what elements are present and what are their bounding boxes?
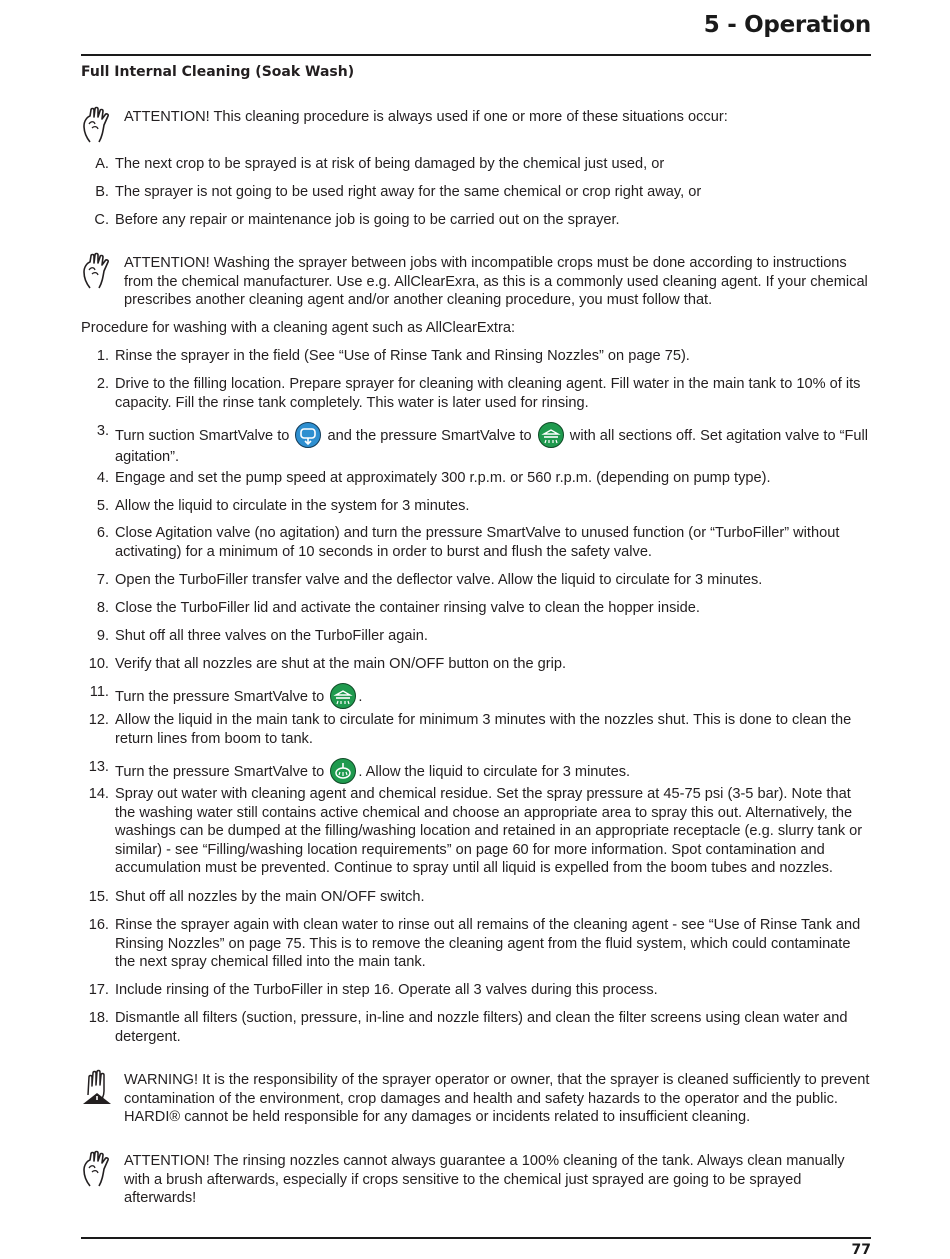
step-item [81,711,871,748]
step-number: 13. [88,759,109,775]
warning-notice [81,1071,871,1127]
step-item [81,683,871,709]
step-text: Verify that all nozzles are shut at the main ON/OFF button on the grip. [115,656,567,672]
step-item [81,916,871,972]
step-item [81,758,871,784]
step-text: Allow the liquid to circulate in the system for 3 minutes. [115,498,470,514]
warning-text: WARNING! It is the responsibility of the sprayer operator or owner, that the sprayer is cleaned sufficiently to prevent contamination of the environment, crop damages and health and safety hazards to the operator and the public. HARDI® cannot be held responsible for any damages or incidents related to insufficient cleaning. [124,1072,870,1126]
list-item-text: Before any repair or maintenance job is going to be carried out on the sprayer. [115,212,620,228]
step-number: 2. [96,376,109,392]
step-item [81,497,871,516]
step-text: Close the TurboFiller lid and activate the container rinsing valve to clean the hopper inside. [115,600,700,616]
list-item [81,183,871,202]
step-number: 10. [88,656,109,672]
step-text: Include rinsing of the TurboFiller in step 16. Operate all 3 valves during this process. [115,982,658,998]
step-number: 3. [96,423,109,439]
step-text-part: Turn the pressure SmartValve to [115,764,325,780]
notice-text: ATTENTION! The rinsing nozzles cannot always guarantee a 100% cleaning of the tank. Always clean manually with a brush afterwards, especially if crops sensitive to the chemical just sprayed are going to be sprayed afterwards! [124,1153,845,1207]
step-item [81,655,871,674]
step-item [81,469,871,488]
notice-text: ATTENTION! Washing the sprayer between jobs with incompatible crops must be done according to instructions from the chemical manufacturer. Use e.g. AllClearExra, as this is a commonly used cleaning agent. If your chemical prescribes another cleaning agent and/or another cleaning procedure, you must follow that. [124,255,868,309]
pressure-boom-icon [538,422,564,448]
list-item-text: The next crop to be sprayed is at risk of being damaged by the chemical just used, or [115,156,665,172]
step-text: Engage and set the pump speed at approximately 300 r.p.m. or 560 r.p.m. (depending on pump type). [115,470,771,486]
step-number: 12. [88,712,109,728]
step-text: Open the TurboFiller transfer valve and the deflector valve. Allow the liquid to circulate for 3 minutes. [115,572,763,588]
pressure-boom-icon [330,683,356,709]
attention-notice [81,254,871,310]
step-item [81,981,871,1000]
step-text: Dismantle all filters (suction, pressure, in-line and nozzle filters) and clean the filter screens using clean water and detergent. [115,1010,848,1045]
step-item [81,422,871,467]
step-item [81,375,871,412]
hand-attention-icon [81,252,113,290]
attention-notice [81,1152,871,1208]
step-number: 5. [96,498,109,514]
step-item [81,785,871,878]
hand-attention-icon [81,1150,113,1188]
step-item [81,888,871,907]
notice-text: ATTENTION! This cleaning procedure is always used if one or more of these situations occur: [124,109,728,125]
step-text: Rinse the sprayer again with clean water to rinse out all remains of the cleaning agent - see “Use of Rinse Tank and Rinsing Nozzles” on page 75. This is to remove the cleaning agent from the fluid system, which could contaminate the next spray chemical filled into the main tank. [115,917,861,971]
list-marker: C. [94,212,109,228]
step-number: 11. [89,684,109,700]
step-number: 16. [88,917,109,933]
step-number: 1. [96,348,109,364]
step-number: 9. [96,628,109,644]
step-number: 6. [96,525,109,541]
step-text-part: . Allow the liquid to circulate for 3 minutes. [358,764,631,780]
step-text [115,683,871,709]
footer-rule [81,1237,871,1239]
section-heading: Full Internal Cleaning (Soak Wash) [81,64,355,80]
attention-notice [81,108,871,127]
step-text-part: Turn suction SmartValve to [115,428,290,444]
step-number: 7. [96,572,109,588]
step-item [81,627,871,646]
step-text-part: . [358,689,363,705]
step-number: 4. [96,470,109,486]
step-text: Close Agitation valve (no agitation) and turn the pressure SmartValve to unused function (or “TurboFiller” without activating) for a minimum of 10 seconds in order to burst and flush the safety valve. [115,525,840,560]
suction-main-tank-icon [295,422,321,448]
step-text-part: with all sections off. Set agitation valve to “Full agitation”. [115,428,869,465]
step-text-part: and the pressure SmartValve to [327,428,532,444]
hand-attention-icon [81,106,113,144]
step-text: Shut off all three valves on the TurboFiller again. [115,628,428,644]
step-text: Allow the liquid in the main tank to circulate for minimum 3 minutes with the nozzles shut. This is done to clean the return lines from boom to tank. [115,712,852,747]
step-item [81,524,871,561]
step-text: Rinse the sprayer in the field (See “Use of Rinse Tank and Rinsing Nozzles” on page 75). [115,348,690,364]
page-number: 77 [851,1242,871,1258]
step-text [115,422,871,467]
step-item [81,599,871,618]
step-text-part: Turn the pressure SmartValve to [115,689,325,705]
step-text: Shut off all nozzles by the main ON/OFF switch. [115,889,425,905]
step-number: 14. [88,786,109,802]
step-number: 17. [88,982,109,998]
step-text [115,758,871,784]
list-marker: A. [95,156,109,172]
hand-warning-icon [81,1069,113,1107]
step-item [81,571,871,590]
step-number: 18. [88,1010,109,1026]
step-text: Drive to the filling location. Prepare sprayer for cleaning with cleaning agent. Fill water in the main tank to 10% of its capacity. Fill the rinse tank completely. This water is later used for rinsing. [115,376,861,411]
list-item-text: The sprayer is not going to be used right away for the same chemical or crop right away, or [115,184,702,200]
list-item [81,211,871,230]
procedure-intro: Procedure for washing with a cleaning agent such as AllClearExtra: [81,320,515,336]
header-rule [81,54,871,56]
step-item [81,347,871,366]
step-number: 8. [96,600,109,616]
step-item [81,1009,871,1046]
step-number: 15. [88,889,109,905]
chapter-title: 5 - Operation [703,12,871,38]
step-text: Spray out water with cleaning agent and chemical residue. Set the spray pressure at 45-75 psi (3-5 bar). Note that the washing water still contains active chemical and choose an appropriate area to spray this out. Alternatively, the washings can be dumped at the filling/washing location and retained in an appropriate receptacle (e.g. slurry tank or similar) - see “Filling/washing location requirements” on page 60 for more information. Spot contamination and accumulation must be prevented. Continue to spray until all liquid is expelled from the boom tubes and nozzles. [115,786,863,877]
list-marker: B. [95,184,109,200]
list-item [81,155,871,174]
pressure-tank-internal-nozzles-icon [330,758,356,784]
